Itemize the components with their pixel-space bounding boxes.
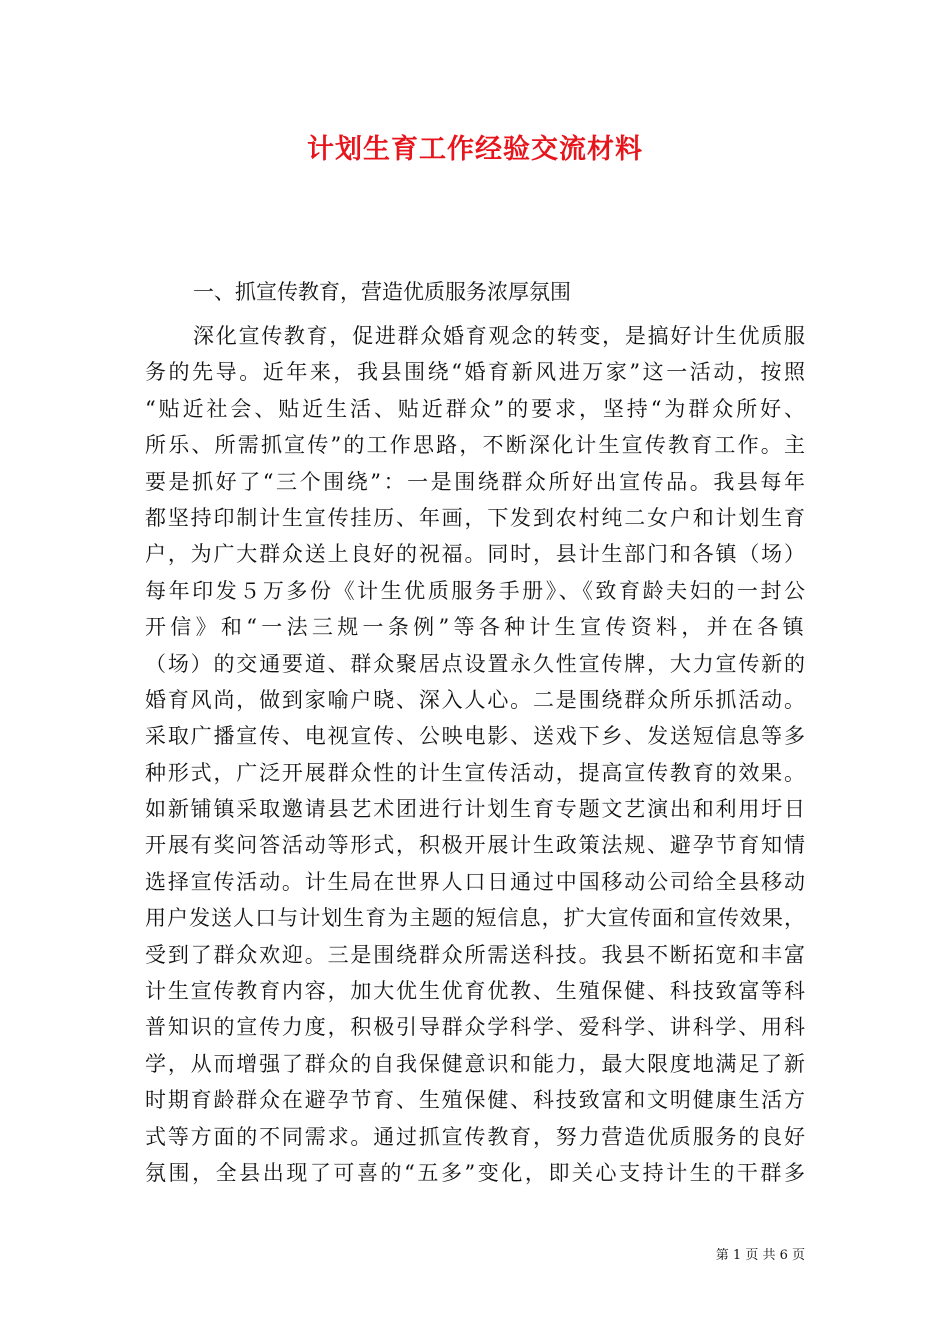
paragraph-line: 用户发送人口与计划生育为主题的短信息，扩大宣传面和宣传效果， [145, 906, 805, 931]
paragraph-line: 计生宣传教育内容，加大优生优育优教、生殖保健、科技致富等科 [145, 979, 805, 1004]
paragraph-line: 所乐、所需抓宣传”的工作思路，不断深化计生宣传教育工作。主 [145, 433, 805, 458]
page-number: 第 1 页 共 6 页 [715, 1248, 805, 1263]
section-heading: 一、抓宣传教育，营造优质服务浓厚氛围 [193, 280, 571, 304]
paragraph-line: 时期育龄群众在避孕节育、生殖保健、科技致富和文明健康生活方 [145, 1088, 805, 1113]
paragraph-line: “贴近社会、贴近生活、贴近群众”的要求，坚持“为群众所好、 [145, 396, 805, 421]
paragraph-line: 每年印发５万多份《计生优质服务手册》、《致育龄夫妇的一封公 [145, 578, 805, 603]
paragraph-line: 普知识的宣传力度，积极引导群众学科学、爱科学、讲科学、用科 [145, 1015, 805, 1040]
paragraph-line: 务的先导。近年来，我县围绕“婚育新风进万家”这一活动，按照 [145, 360, 805, 385]
paragraph-line: 户，为广大群众送上良好的祝福。同时，县计生部门和各镇（场） [145, 542, 805, 567]
paragraph-line: （场）的交通要道、群众聚居点设置永久性宣传牌，大力宣传新的 [145, 651, 805, 676]
document-title: 计划生育工作经验交流材料 [307, 134, 643, 165]
paragraph-line: 要是抓好了“三个围绕”：一是围绕群众所好出宣传品。我县每年 [145, 469, 805, 494]
paragraph-line: 开展有奖问答活动等形式，积极开展计生政策法规、避孕节育知情 [145, 833, 805, 858]
paragraph-line: 学，从而增强了群众的自我保健意识和能力，最大限度地满足了新 [145, 1051, 805, 1076]
paragraph-line: 如新铺镇采取邀请县艺术团进行计划生育专题文艺演出和利用圩日 [145, 797, 805, 822]
paragraph-line: 种形式，广泛开展群众性的计生宣传活动，提高宣传教育的效果。 [145, 760, 805, 785]
paragraph-line: 式等方面的不同需求。通过抓宣传教育，努力营造优质服务的良好 [145, 1124, 805, 1149]
paragraph-line: 采取广播宣传、电视宣传、公映电影、送戏下乡、发送短信息等多 [145, 724, 805, 749]
paragraph-line: 婚育风尚，做到家喻户晓、深入人心。二是围绕群众所乐抓活动。 [145, 687, 805, 712]
paragraph-line: 深化宣传教育，促进群众婚育观念的转变，是搞好计生优质服 [193, 324, 805, 348]
paragraph-line: 氛围，全县出现了可喜的“五多”变化，即关心支持计生的干群多 [145, 1160, 805, 1185]
paragraph-line: 都坚持印制计生宣传挂历、年画，下发到农村纯二女户和计划生育 [145, 505, 805, 530]
body-paragraph [145, 318, 805, 1191]
paragraph-line: 选择宣传活动。计生局在世界人口日通过中国移动公司给全县移动 [145, 869, 805, 894]
paragraph-line: 开信》和“一法三规一条例”等各种计生宣传资料，并在各镇 [145, 615, 805, 640]
paragraph-line: 受到了群众欢迎。三是围绕群众所需送科技。我县不断拓宽和丰富 [145, 942, 805, 967]
